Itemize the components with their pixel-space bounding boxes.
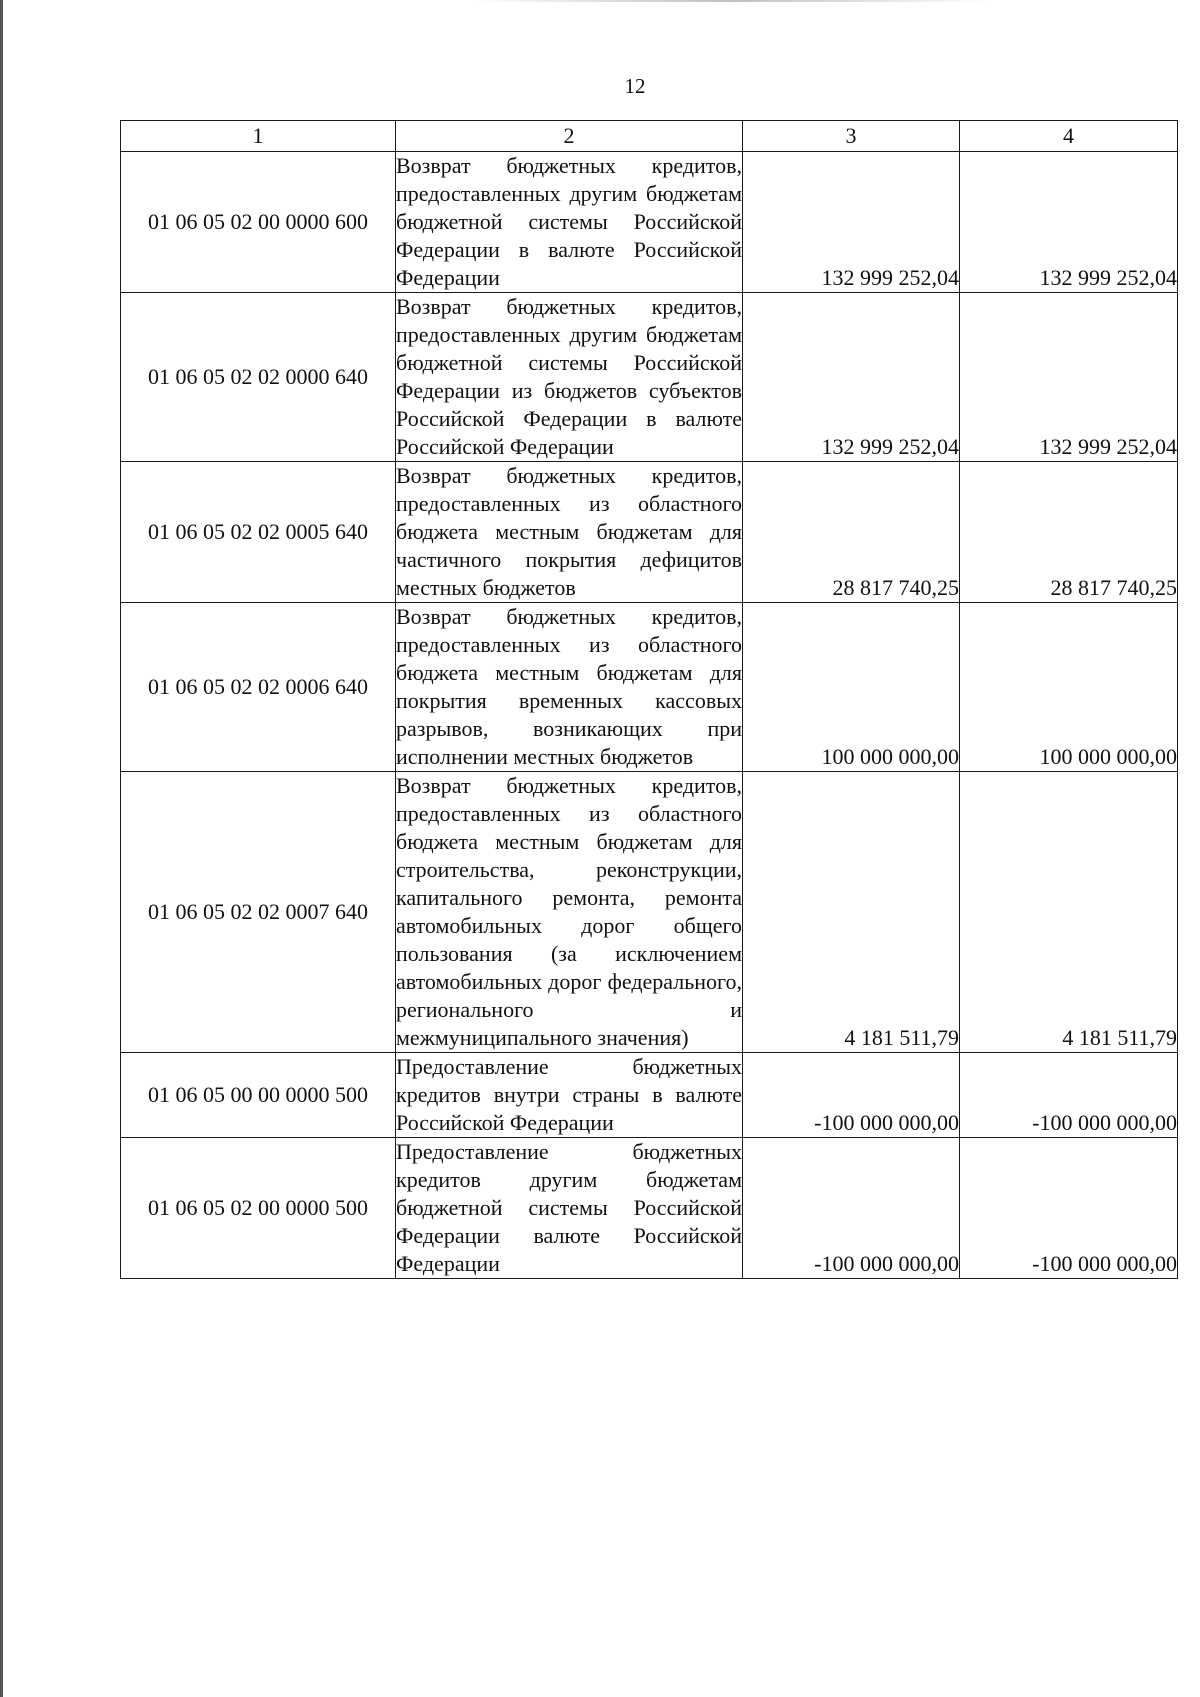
row-amount-col3: 132 999 252,04 [743,293,960,462]
header-col-4: 4 [960,121,1178,152]
row-code: 01 06 05 02 02 0006 640 [121,603,396,772]
budget-sources-table [120,120,1178,1279]
row-amount-col4: 132 999 252,04 [960,293,1178,462]
row-amount-col3: -100 000 000,00 [743,1053,960,1138]
row-code: 01 06 05 02 02 0007 640 [121,772,396,1053]
header-col-2: 2 [396,121,743,152]
row-code: 01 06 05 02 02 0005 640 [121,462,396,603]
table-row [121,1138,1178,1279]
row-amount-col4: 100 000 000,00 [960,603,1178,772]
table-row [121,772,1178,1053]
row-amount-col4: 132 999 252,04 [960,152,1178,293]
table-row [121,462,1178,603]
page-number: 12 [624,74,646,98]
row-amount-col3: 28 817 740,25 [743,462,960,603]
row-amount-col3: -100 000 000,00 [743,1138,960,1279]
row-code: 01 06 05 02 02 0000 640 [121,293,396,462]
row-code: 01 06 05 00 00 0000 500 [121,1053,396,1138]
row-amount-col3: 4 181 511,79 [743,772,960,1053]
row-description: Возврат бюджетных кредитов, предоставленных из областного бюджета местным бюджетам для строительства, реконструкции, капитального ремонта, ремонта автомобильных дорог общего пользования (за исключением автомобильных дорог федерального, регионального и межмуниципального значения) [396,772,743,1053]
row-code: 01 06 05 02 00 0000 600 [121,152,396,293]
row-description: Возврат бюджетных кредитов, предоставленных другим бюджетам бюджетной системы Российской Федерации из бюджетов субъектов Российской Федерации в валюте Российской Федерации [396,293,743,462]
row-code: 01 06 05 02 00 0000 500 [121,1138,396,1279]
scan-top-artifact [470,0,990,2]
row-description: Возврат бюджетных кредитов, предоставленных из областного бюджета местным бюджетам для покрытия временных кассовых разрывов, возникающих при исполнении местных бюджетов [396,603,743,772]
row-description: Возврат бюджетных кредитов, предоставленных из областного бюджета местным бюджетам для частичного покрытия дефицитов местных бюджетов [396,462,743,603]
table-row [121,603,1178,772]
row-amount-col3: 100 000 000,00 [743,603,960,772]
row-description: Предоставление бюджетных кредитов другим бюджетам бюджетной системы Российской Федерации валюте Российской Федерации [396,1138,743,1279]
scan-left-edge [0,0,3,1697]
row-amount-col4: -100 000 000,00 [960,1138,1178,1279]
row-description: Предоставление бюджетных кредитов внутри страны в валюте Российской Федерации [396,1053,743,1138]
header-col-1: 1 [121,121,396,152]
row-description: Возврат бюджетных кредитов, предоставленных другим бюджетам бюджетной системы Российской Федерации в валюте Российской Федерации [396,152,743,293]
header-col-3: 3 [743,121,960,152]
row-amount-col4: 4 181 511,79 [960,772,1178,1053]
row-amount-col3: 132 999 252,04 [743,152,960,293]
table-row [121,152,1178,293]
header-row [121,121,1178,152]
table-row [121,1053,1178,1138]
row-amount-col4: 28 817 740,25 [960,462,1178,603]
table-row [121,293,1178,462]
row-amount-col4: -100 000 000,00 [960,1053,1178,1138]
